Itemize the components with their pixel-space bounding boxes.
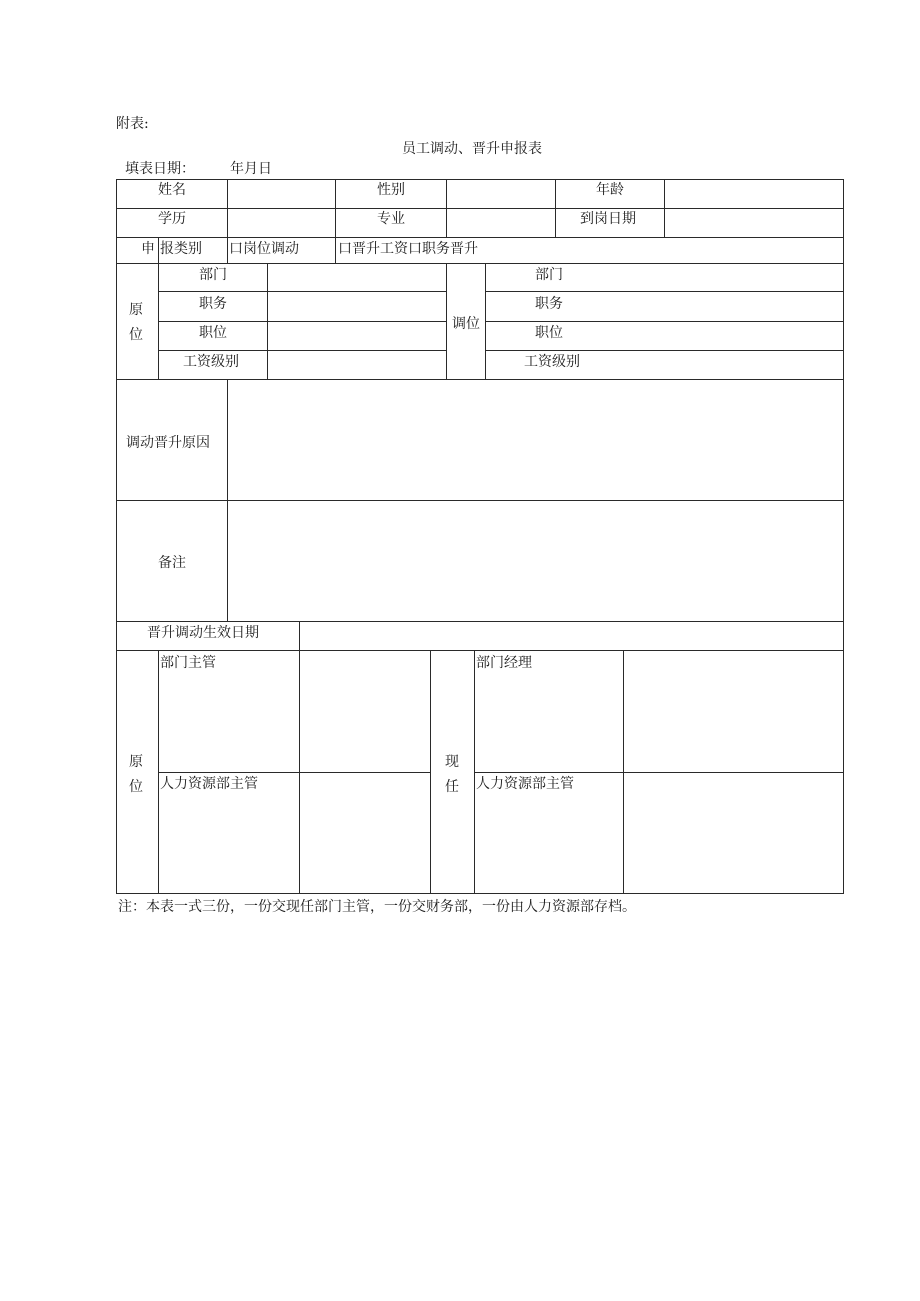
original-label-bottom: 位 [129, 327, 143, 343]
original-dept-manager-label: 部门主管 [160, 655, 216, 671]
transfer-salary-grade-label: 工资级别 [524, 354, 580, 370]
education-field[interactable] [228, 209, 334, 236]
age-label: 年龄 [596, 182, 624, 198]
attachment-label: 附表: [116, 116, 149, 132]
arrival-date-field[interactable] [665, 209, 842, 236]
effective-date-field[interactable] [300, 622, 842, 649]
original-position-label: 职位 [199, 325, 227, 341]
current-dept-manager-label: 部门经理 [476, 655, 532, 671]
current-dept-manager-signature[interactable] [624, 651, 842, 771]
fill-date-value: 年月日 [230, 161, 272, 177]
approval-current-label-bottom: 任 [445, 779, 459, 795]
approval-current-label-top: 现 [445, 754, 459, 770]
transfer-label: 调位 [452, 316, 480, 332]
name-label: 姓名 [158, 182, 186, 198]
original-duty-label: 职务 [199, 296, 227, 312]
footnote: 注：本表一式三份，一份交现任部门主管，一份交财务部，一份由人力资源部存档。 [118, 899, 636, 915]
reason-label: 调动晋升原因 [126, 435, 210, 451]
form-title: 员工调动、晋升申报表 [402, 141, 542, 157]
current-hr-manager-signature[interactable] [624, 773, 842, 892]
original-hr-manager-signature[interactable] [300, 773, 429, 892]
original-salary-grade-field[interactable] [268, 351, 445, 378]
approval-original-label-bottom: 位 [129, 779, 143, 795]
original-position-field[interactable] [268, 322, 445, 349]
option-salary-position-promotion[interactable]: 口晋升工资口职务晋升 [338, 241, 478, 257]
original-dept-manager-signature[interactable] [300, 651, 429, 771]
reason-field[interactable] [228, 380, 842, 499]
gender-label: 性别 [377, 182, 405, 198]
name-field[interactable] [228, 180, 334, 207]
original-department-label: 部门 [199, 267, 227, 283]
apply-type-label-first: 申 [141, 241, 155, 257]
arrival-date-label: 到岗日期 [580, 211, 636, 227]
original-label-top: 原 [129, 302, 143, 318]
remarks-label: 备注 [158, 555, 186, 571]
education-label: 学历 [158, 211, 186, 227]
effective-date-label: 晋升调动生效日期 [147, 625, 259, 641]
transfer-duty-label: 职务 [535, 296, 563, 312]
apply-type-label: 报类别 [160, 241, 202, 257]
original-salary-grade-label: 工资级别 [183, 354, 239, 370]
approval-original-label-top: 原 [129, 754, 143, 770]
age-field[interactable] [665, 180, 842, 207]
transfer-position-label: 职位 [535, 325, 563, 341]
original-duty-field[interactable] [268, 292, 445, 320]
gender-field[interactable] [447, 180, 554, 207]
original-hr-manager-label: 人力资源部主管 [160, 776, 258, 792]
option-position-transfer[interactable]: 口岗位调动 [229, 241, 299, 257]
original-department-field[interactable] [268, 264, 445, 290]
transfer-department-label: 部门 [535, 267, 563, 283]
major-label: 专业 [377, 211, 405, 227]
remarks-field[interactable] [228, 501, 842, 620]
fill-date-label: 填表日期： [125, 161, 195, 177]
major-field[interactable] [447, 209, 554, 236]
current-hr-manager-label: 人力资源部主管 [476, 776, 574, 792]
